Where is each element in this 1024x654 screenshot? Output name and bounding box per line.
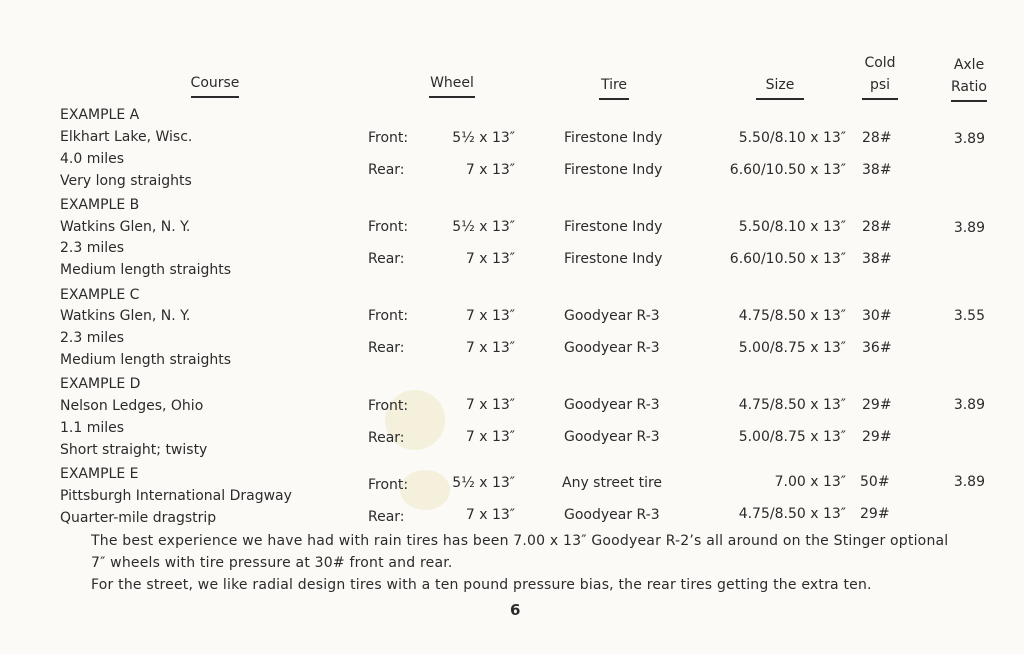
header-wheel-text: Wheel xyxy=(430,75,474,91)
front-size: 4.75/8.50 x 13″ xyxy=(738,397,846,413)
rear-label: Rear: xyxy=(368,430,405,446)
example-label: EXAMPLE D xyxy=(60,376,141,392)
header-psi-underline xyxy=(862,98,898,100)
front-psi: 30# xyxy=(862,308,892,324)
front-tire: Goodyear R-3 xyxy=(564,308,660,324)
axle-ratio: 3.89 xyxy=(953,131,985,147)
header-wheel-underline xyxy=(429,96,475,98)
rear-psi: 29# xyxy=(860,506,890,522)
rear-label: Rear: xyxy=(368,251,405,267)
course-length: 4.0 miles xyxy=(60,151,125,167)
rear-size: 4.75/8.50 x 13″ xyxy=(738,506,846,522)
header-ratio-underline xyxy=(951,100,987,102)
rear-size: 6.60/10.50 x 13″ xyxy=(729,162,846,178)
front-size: 7.00 x 13″ xyxy=(774,474,846,490)
paragraph-line: For the street, we like radial design tires with a ten pound pressure bias, the rear tires getting the extra ten. xyxy=(91,577,872,593)
rear-label: Rear: xyxy=(368,162,405,178)
course-description: Short straight; twisty xyxy=(60,442,208,458)
course-name: Watkins Glen, N. Y. xyxy=(60,219,191,235)
front-wheel: 5½ x 13″ xyxy=(452,219,515,235)
rear-size: 6.60/10.50 x 13″ xyxy=(729,251,846,267)
header-tire-underline xyxy=(599,98,629,100)
rear-wheel: 7 x 13″ xyxy=(465,251,515,267)
rear-psi: 38# xyxy=(862,251,892,267)
course-length: 1.1 miles xyxy=(60,420,125,436)
page-number: 6 xyxy=(510,601,521,619)
rear-tire: Goodyear R-3 xyxy=(564,507,660,523)
course-name: Watkins Glen, N. Y. xyxy=(60,308,191,324)
header-size-underline xyxy=(756,98,804,100)
rear-label: Rear: xyxy=(368,509,405,525)
front-label: Front: xyxy=(368,219,409,235)
rear-size: 5.00/8.75 x 13″ xyxy=(738,429,846,445)
course-name: Pittsburgh International Dragway xyxy=(60,488,292,504)
rear-size: 5.00/8.75 x 13″ xyxy=(738,340,846,356)
course-description: Very long straights xyxy=(60,173,192,189)
rear-tire: Firestone Indy xyxy=(564,251,663,267)
front-size: 4.75/8.50 x 13″ xyxy=(738,308,846,324)
front-wheel: 5½ x 13″ xyxy=(452,130,515,146)
axle-ratio: 3.89 xyxy=(953,474,985,490)
front-wheel: 7 x 13″ xyxy=(465,397,515,413)
front-tire: Firestone Indy xyxy=(564,219,663,235)
rear-tire: Goodyear R-3 xyxy=(564,340,660,356)
front-psi: 28# xyxy=(862,219,892,235)
rear-label: Rear: xyxy=(368,340,405,356)
front-label: Front: xyxy=(368,477,409,493)
header-axle-ratio xyxy=(944,56,994,102)
front-size: 5.50/8.10 x 13″ xyxy=(738,130,846,146)
front-tire: Any street tire xyxy=(562,475,663,491)
rear-wheel: 7 x 13″ xyxy=(465,162,515,178)
course-description: Medium length straights xyxy=(60,352,232,368)
rear-psi: 36# xyxy=(862,340,892,356)
header-cold-psi xyxy=(855,54,905,100)
header-tire-text: Tire xyxy=(600,77,628,93)
header-course xyxy=(185,74,245,98)
axle-ratio: 3.89 xyxy=(953,397,985,413)
course-length: 2.3 miles xyxy=(60,240,125,256)
header-wheel xyxy=(422,74,482,98)
header-course-text: Course xyxy=(190,75,240,91)
course-description: Quarter-mile dragstrip xyxy=(60,510,217,526)
front-label: Front: xyxy=(368,130,409,146)
rear-tire: Firestone Indy xyxy=(564,162,663,178)
front-size: 5.50/8.10 x 13″ xyxy=(738,219,846,235)
header-size xyxy=(756,76,804,100)
front-label: Front: xyxy=(368,398,409,414)
paragraph-line: 7″ wheels with tire pressure at 30# front and rear. xyxy=(91,555,453,571)
front-wheel: 7 x 13″ xyxy=(465,308,515,324)
example-label: EXAMPLE A xyxy=(60,107,140,123)
header-cold-text: Cold xyxy=(864,55,896,71)
rear-psi: 29# xyxy=(862,429,892,445)
front-psi: 50# xyxy=(860,474,890,490)
header-ratio-text: Ratio xyxy=(951,79,987,95)
course-name: Elkhart Lake, Wisc. xyxy=(60,129,193,145)
front-tire: Goodyear R-3 xyxy=(564,397,660,413)
course-description: Medium length straights xyxy=(60,262,232,278)
axle-ratio: 3.89 xyxy=(953,220,985,236)
course-length: 2.3 miles xyxy=(60,330,125,346)
rear-psi: 38# xyxy=(862,162,892,178)
header-size-text: Size xyxy=(765,77,795,93)
front-wheel: 5½ x 13″ xyxy=(452,475,515,491)
example-label: EXAMPLE B xyxy=(60,197,140,213)
axle-ratio: 3.55 xyxy=(953,308,985,324)
course-name: Nelson Ledges, Ohio xyxy=(60,398,204,414)
rear-wheel: 7 x 13″ xyxy=(465,340,515,356)
front-psi: 28# xyxy=(862,130,892,146)
header-axle-text: Axle xyxy=(953,57,985,73)
header-psi-text: psi xyxy=(869,77,891,93)
front-tire: Firestone Indy xyxy=(564,130,663,146)
front-label: Front: xyxy=(368,308,409,324)
rear-wheel: 7 x 13″ xyxy=(465,429,515,445)
rear-wheel: 7 x 13″ xyxy=(465,507,515,523)
header-tire xyxy=(592,76,636,100)
paragraph-line: The best experience we have had with rain tires has been 7.00 x 13″ Goodyear R-2’s all around on the Stinger optional xyxy=(91,533,949,549)
example-label: EXAMPLE C xyxy=(60,287,140,303)
header-course-underline xyxy=(191,96,239,98)
front-psi: 29# xyxy=(862,397,892,413)
rear-tire: Goodyear R-3 xyxy=(564,429,660,445)
example-label: EXAMPLE E xyxy=(60,466,139,482)
